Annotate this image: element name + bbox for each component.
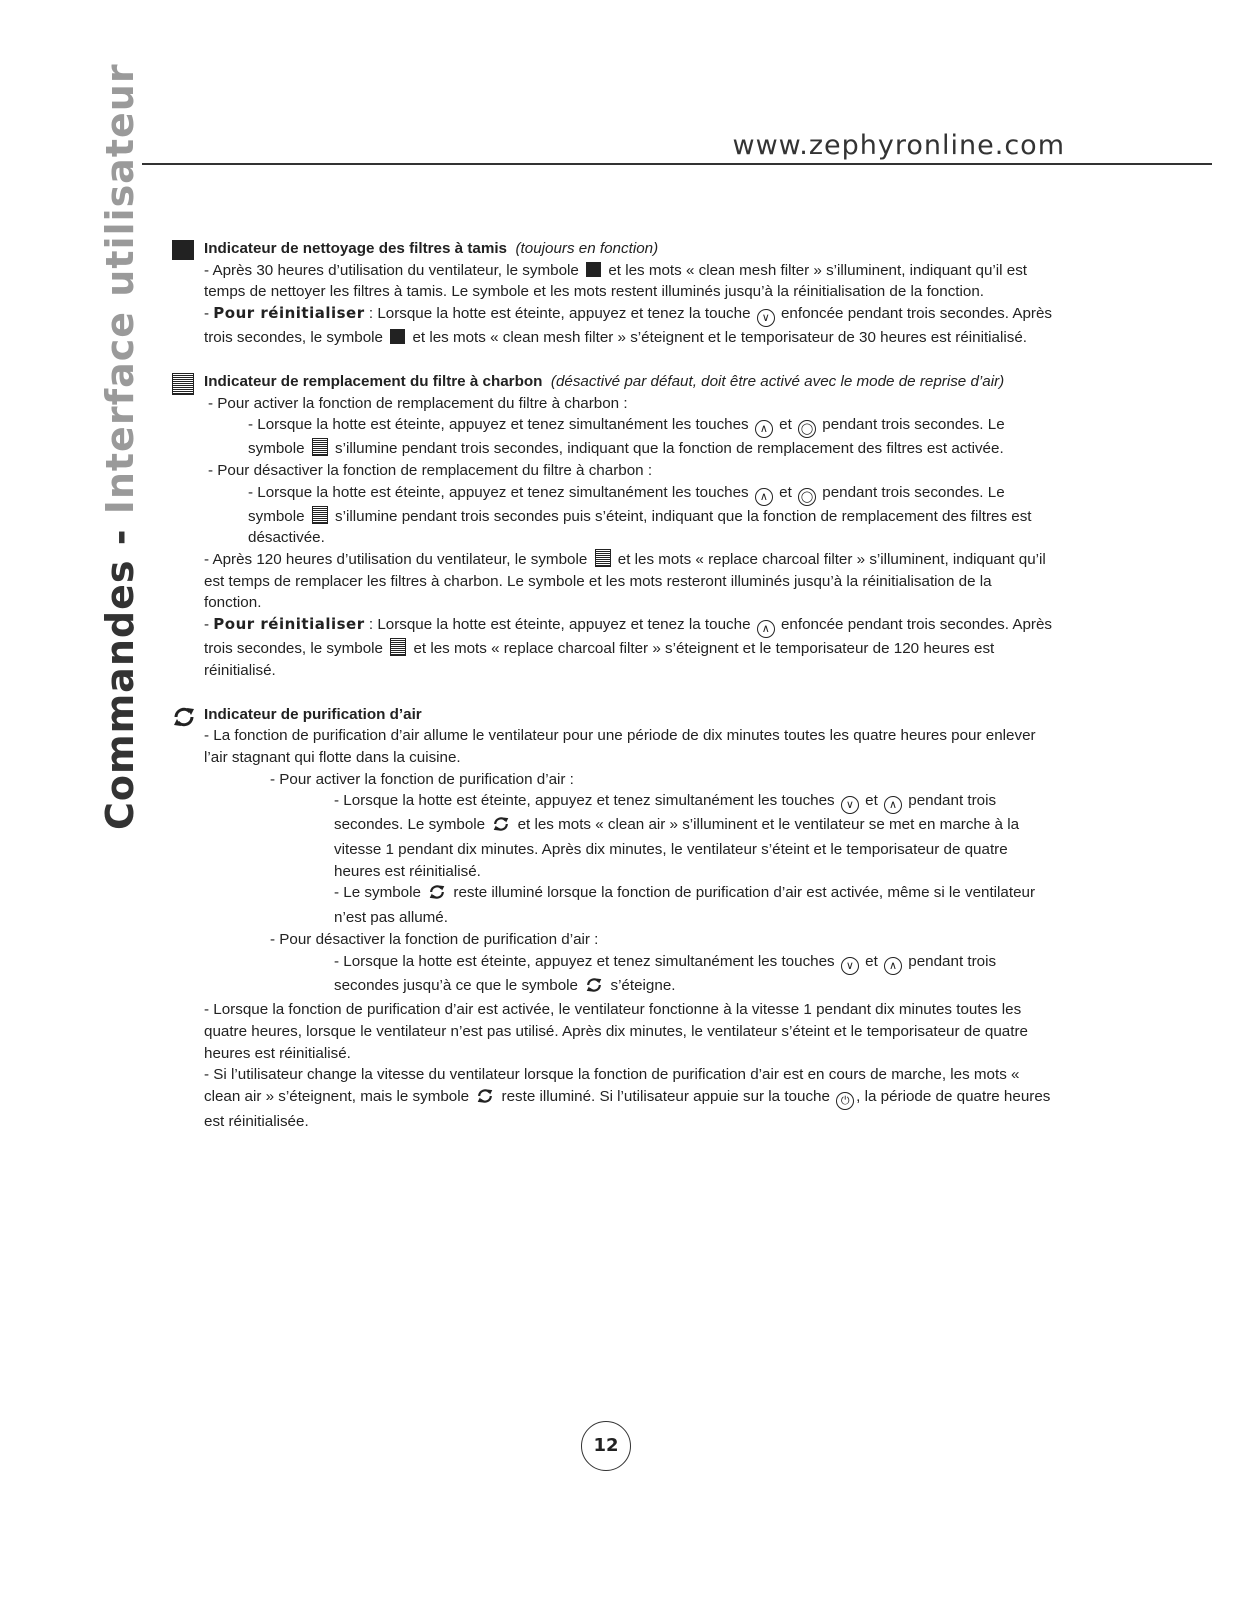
charcoal-filter-icon <box>390 638 406 656</box>
text: pendant trois secondes. Le <box>822 416 1005 434</box>
text: s’illumine pendant trois secondes puis s’éteint, indiquant que la fonction de remplacement des filtres est désactivée. <box>248 507 1032 547</box>
text: et <box>865 792 878 810</box>
mesh-filter-section <box>172 238 1052 349</box>
charcoal-filter-note: (désactivé par défaut, doit être activé avec le mode de reprise d’air) <box>550 372 1005 390</box>
side-title <box>98 63 142 830</box>
mesh-filter-icon <box>172 240 194 260</box>
refresh-icon <box>585 977 603 1000</box>
text: et les mots « clean air » s’illuminent et le ventilateur se met en marche à la vitesse 1 pendant dix minutes. Après dix minutes, le ventilateur s’éteint et le temporisateur de quatre heures est réinitialisé. <box>334 816 1020 880</box>
text: - Lorsque la hotte est éteinte, appuyez et tenez simultanément les touches <box>248 416 749 434</box>
reset-label: Pour réinitialiser <box>213 304 365 323</box>
text: et <box>865 952 878 970</box>
mesh-filter-icon <box>390 329 405 344</box>
page-content <box>172 238 1052 1155</box>
chevron-down-icon: ∨ <box>841 957 859 975</box>
light-bulb-icon: ◯ <box>798 488 816 506</box>
text: - Si l’utilisateur change la vitesse du ventilateur lorsque la fonction de purification d’air est en cours de marche, les mots « clean air » s’éteignent, mais le symbole <box>204 1066 1020 1106</box>
text: pendant trois secondes jusqu’à ce que le symbole <box>334 952 997 994</box>
air-purification-section <box>172 704 1052 1133</box>
activate-heading: - Pour activer la fonction de purification d’air : <box>270 770 574 788</box>
mesh-filter-icon <box>586 262 601 277</box>
activate-instructions <box>334 790 1052 882</box>
text: : Lorsque la hotte est éteinte, appuyez et tenez la touche <box>368 616 751 634</box>
side-title-topic: Interface utilisateur <box>98 63 142 515</box>
activate-instructions <box>248 414 1052 460</box>
text: s’éteigne. <box>610 976 676 994</box>
refresh-icon <box>428 884 446 907</box>
mesh-filter-note: (toujours en fonction) <box>515 240 659 257</box>
deactivate-heading: - Pour désactiver la fonction de purification d’air : <box>270 930 599 948</box>
chevron-down-icon: ∨ <box>757 309 775 327</box>
website-url: www.zephyronline.com <box>732 130 1065 161</box>
text: symbole <box>248 507 305 525</box>
text: et les mots « clean mesh filter » s’éteignent et le temporisateur de 30 heures est réinitialisé. <box>412 329 1028 347</box>
activate-note <box>334 882 1052 928</box>
deactivate-instructions <box>334 951 1052 1000</box>
charcoal-filter-paragraph: - Après 120 heures d’utilisation du ventilateur, le symbole et les mots « replace charcoal filter » s’illuminent, indiquant qu’il est temps de remplacer les filtres à charbon. Le symbole et les mots resteront illuminés jusqu’à la réinitialisation de la fonction. - Pour réinitialiser : Lorsque la hotte est éteinte, appuyez et tenez la touche ∧ enfoncée pendant trois secondes. Après trois secondes, le symbole et les mots « replace charcoal filter » s’éteignent et le temporisateur de 120 heures est réinitialisé. <box>204 551 1053 679</box>
chevron-up-icon: ∧ <box>884 957 902 975</box>
mesh-filter-title: Indicateur de nettoyage des filtres à tamis <box>204 240 508 257</box>
air-intro: - La fonction de purification d’air allume le ventilateur pour une période de dix minutes toutes les quatre heures pour enlever l’air stagnant qui flotte dans la cuisine. <box>204 727 1036 766</box>
deactivate-heading: - Pour désactiver la fonction de remplacement du filtre à charbon : <box>208 461 653 479</box>
text: et les mots « replace charcoal filter » s’éteignent et le temporisateur de 120 heures est réinitialisé. <box>204 640 995 679</box>
text: et <box>779 483 792 501</box>
chevron-up-icon: ∧ <box>884 796 902 814</box>
text: pendant trois secondes. Le symbole <box>334 792 997 834</box>
text: - Le symbole <box>334 884 421 902</box>
mesh-filter-paragraph: - Après 30 heures d’utilisation du ventilateur, le symbole et les mots « clean mesh filter » s’illuminent, indiquant qu’il est temps de nettoyer les filtres à tamis. Le symbole et les mots restent illuminés jusqu’à la réinitialisation de la fonction. - Pour réinitialiser : Lorsque la hotte est éteinte, appuyez et tenez la touche ∨ enfoncée pendant trois secondes. Après trois secondes, le symbole et les mots « clean mesh filter » s’éteignent et le temporisateur de 30 heures est réinitialisé. <box>204 261 1053 347</box>
text: enfoncée pendant trois secondes. Après trois secondes, le symbole <box>204 305 1053 347</box>
deactivate-instructions <box>248 482 1052 549</box>
text: : Lorsque la hotte est éteinte, appuyez et tenez la touche <box>368 305 751 323</box>
text: et <box>779 416 792 434</box>
air-paragraph: - Lorsque la fonction de purification d’air est activée, le ventilateur fonctionne à la vitesse 1 pendant dix minutes toutes les quatre heures, lorsque le ventilateur n’est pas utilisé. Après dix minutes, le ventilateur s’éteint et le temporisateur de quatre heures est réinitialisé. <box>204 1001 1028 1062</box>
light-bulb-icon: ◯ <box>798 420 816 438</box>
charcoal-filter-icon <box>312 438 328 456</box>
text: et les mots « replace charcoal filter » s’illuminent, indiquant qu’il est temps de remplacer les filtres à charbon. Le symbole et les mots resteront illuminés jusqu’à la réinitialisation de la fonction. <box>204 551 1046 612</box>
side-title-section: Commandes - <box>98 514 142 830</box>
charcoal-filter-section <box>172 371 1052 682</box>
text: enfoncée pendant trois secondes. Après trois secondes, le symbole <box>204 616 1053 658</box>
refresh-icon <box>492 816 510 839</box>
text: reste illuminé lorsque la fonction de purification d’air est activée, même si le ventilateur n’est pas allumé. <box>334 884 1036 927</box>
charcoal-filter-icon <box>312 506 328 524</box>
air-purification-title: Indicateur de purification d’air <box>204 705 422 723</box>
chevron-up-icon: ∧ <box>755 420 773 438</box>
text: - Lorsque la hotte est éteinte, appuyez et tenez simultanément les touches <box>334 792 835 810</box>
power-icon: ⏻ <box>836 1092 854 1110</box>
text: - Après 120 heures d’utilisation du ventilateur, le symbole <box>204 551 588 569</box>
text: - Lorsque la hotte est éteinte, appuyez et tenez simultanément les touches <box>334 952 835 970</box>
reset-label: Pour réinitialiser <box>213 615 365 634</box>
air-reset-paragraph <box>204 1064 1052 1132</box>
header-rule <box>142 163 1212 165</box>
text: - Lorsque la hotte est éteinte, appuyez et tenez simultanément les touches <box>248 483 749 501</box>
page-number: 12 <box>581 1421 631 1471</box>
chevron-up-icon: ∧ <box>757 620 775 638</box>
text: symbole <box>248 440 305 458</box>
text: s’illumine pendant trois secondes, indiquant que la fonction de remplacement des filtres est activée. <box>335 440 1004 458</box>
refresh-icon <box>476 1088 494 1111</box>
text: et les mots « clean mesh filter » s’illuminent, indiquant qu’il est temps de nettoyer les filtres à tamis. Le symbole et les mots restent illuminés jusqu’à la réinitialisation de la fonction. <box>204 261 1028 301</box>
text: reste illuminé. Si l’utilisateur appuie sur la touche <box>501 1088 830 1106</box>
charcoal-filter-icon <box>172 373 194 395</box>
text: pendant trois secondes. Le <box>822 483 1005 501</box>
chevron-up-icon: ∧ <box>755 488 773 506</box>
refresh-icon <box>172 706 196 735</box>
activate-heading: - Pour activer la fonction de remplacement du filtre à charbon : <box>208 394 628 412</box>
text: , la période de quatre heures est réinitialisée. <box>204 1088 1051 1130</box>
text: - Après 30 heures d’utilisation du ventilateur, le symbole <box>204 261 579 279</box>
charcoal-filter-icon <box>595 549 611 567</box>
charcoal-filter-title: Indicateur de remplacement du filtre à charbon <box>204 372 543 390</box>
chevron-down-icon: ∨ <box>841 796 859 814</box>
